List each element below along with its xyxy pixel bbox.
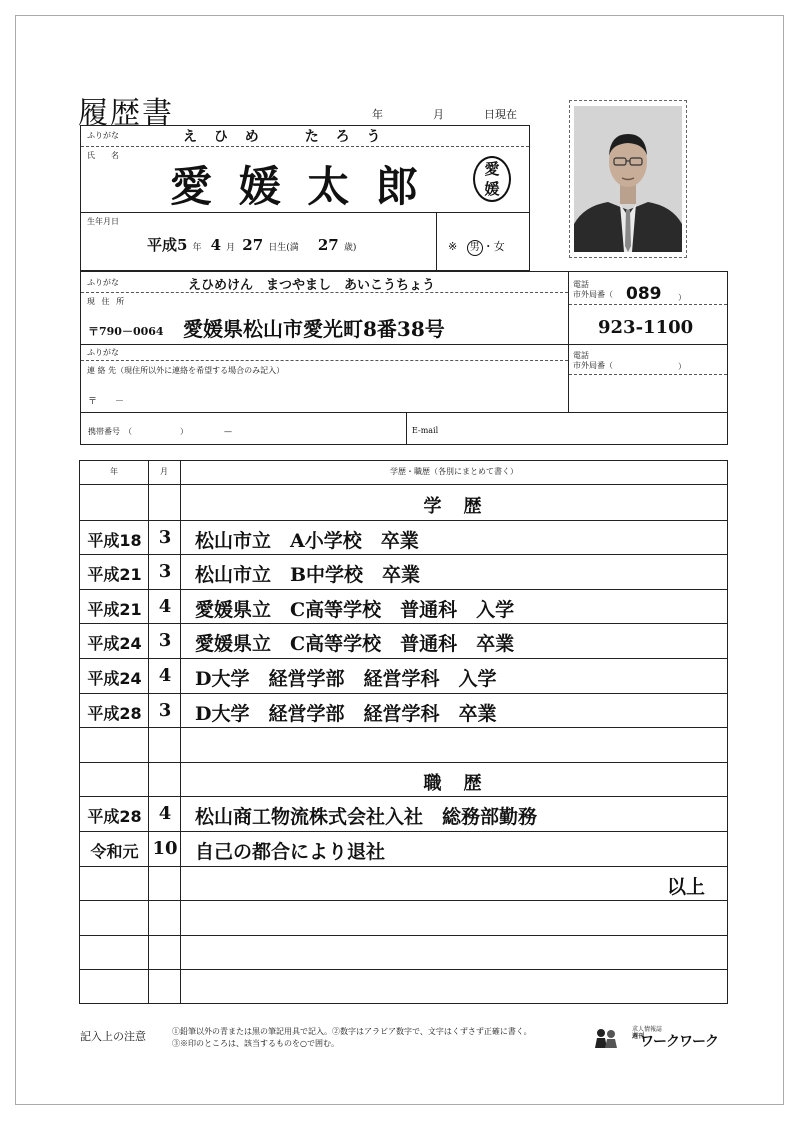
divider bbox=[81, 360, 568, 361]
birth-day: 27 bbox=[242, 236, 264, 254]
contact-furigana-label: ふりがな bbox=[87, 348, 119, 357]
contact-phone-label bbox=[573, 351, 613, 371]
address-furigana-label: ふりがな bbox=[87, 278, 119, 287]
note-line-1: ①鉛筆以外の青または黒の筆記用具で記入。②数字はアラビア数字で、文字はくずさず正確に書く。 bbox=[172, 1027, 532, 1036]
gender-female: ・女 bbox=[482, 240, 505, 253]
history-description: 自己の都合により退社 bbox=[195, 841, 386, 863]
col-month-header: 月 bbox=[160, 467, 168, 476]
history-section-heading: 学 歴 bbox=[423, 496, 484, 517]
address-phone-label bbox=[573, 280, 613, 300]
birth-date bbox=[147, 234, 356, 255]
divider bbox=[81, 146, 529, 147]
col-desc-header: 学歴・職歴（各別にまとめて書く） bbox=[390, 467, 518, 476]
age-suffix: 歳) bbox=[343, 243, 357, 253]
date-month-label: 月 bbox=[433, 108, 444, 121]
address-postal: 〒790－0064 bbox=[88, 325, 164, 338]
history-month: 3 bbox=[158, 699, 172, 721]
history-month: 3 bbox=[158, 526, 172, 548]
history-month: 10 bbox=[152, 838, 178, 859]
area-code: 089 bbox=[626, 284, 662, 304]
history-year: 平成21 bbox=[87, 599, 142, 619]
contact-postal: 〒 － bbox=[88, 397, 125, 407]
history-section-heading: 職 歴 bbox=[423, 772, 484, 794]
age-value: 27 bbox=[317, 236, 339, 254]
name-label: 氏 名 bbox=[87, 151, 123, 160]
notes bbox=[172, 1026, 532, 1050]
history-month: 4 bbox=[158, 595, 172, 617]
notes-label: 記入上の注意 bbox=[80, 1030, 146, 1043]
logo-small-line2: 週刊 bbox=[632, 1033, 645, 1040]
phone-label-line2: 市外局番（ bbox=[573, 290, 613, 299]
history-row bbox=[80, 969, 727, 1003]
history-row bbox=[80, 485, 727, 519]
history-row bbox=[80, 554, 727, 588]
contact-phone-label-line2: 市外局番（ bbox=[573, 361, 613, 370]
birth-month: 4 bbox=[210, 236, 222, 254]
history-row bbox=[80, 762, 727, 796]
name-seal bbox=[473, 156, 511, 202]
divider bbox=[81, 212, 529, 213]
history-row bbox=[80, 727, 727, 761]
person-silhouette-icon bbox=[574, 106, 682, 252]
history-description: D大学 経営学部 経営学科 卒業 bbox=[195, 702, 497, 725]
history-row bbox=[80, 935, 727, 969]
birth-tsuki: 月 bbox=[226, 243, 236, 253]
history-year: 平成24 bbox=[87, 634, 142, 654]
history-month: 3 bbox=[158, 630, 172, 652]
furigana-label: ふりがな bbox=[87, 131, 119, 140]
history-description: 松山商工物流株式会社入社 総務部勤務 bbox=[195, 806, 538, 829]
history-year: 平成21 bbox=[87, 565, 142, 585]
history-row bbox=[80, 796, 727, 830]
history-year: 平成28 bbox=[87, 807, 142, 827]
col-year-header: 年 bbox=[110, 467, 118, 476]
date-suffix-label: 日現在 bbox=[484, 108, 517, 121]
history-row bbox=[80, 520, 727, 554]
divider bbox=[406, 413, 407, 444]
history-description: 松山市立 B中学校 卒業 bbox=[195, 564, 421, 587]
history-month: 4 bbox=[158, 803, 172, 825]
applicant-name: 愛 媛 太 郎 bbox=[170, 162, 424, 211]
contact-area-close: ） bbox=[678, 362, 686, 371]
history-row bbox=[80, 831, 727, 865]
mascot-icon bbox=[594, 1026, 618, 1048]
email-label: E-mail bbox=[412, 426, 439, 435]
contact-phone-label-line1: 電話 bbox=[573, 351, 589, 360]
history-month: 4 bbox=[158, 665, 172, 686]
divider bbox=[436, 213, 437, 270]
gender-field bbox=[448, 238, 505, 256]
logo-small-line1: 求人情報誌 bbox=[632, 1026, 663, 1033]
mobile-label: 携帯番号 （ ） — bbox=[88, 427, 232, 436]
history-row bbox=[80, 693, 727, 727]
history-description: 松山市立 A小学校 卒業 bbox=[195, 529, 419, 552]
history-year: 令和元 bbox=[90, 842, 139, 861]
address-label: 現 住 所 bbox=[87, 297, 127, 306]
birth-label: 生年月日 bbox=[87, 217, 119, 226]
history-year: 平成28 bbox=[87, 703, 142, 723]
divider bbox=[569, 304, 727, 305]
divider bbox=[569, 374, 727, 375]
birth-era-year: 平成5 bbox=[147, 236, 188, 254]
history-row bbox=[80, 658, 727, 692]
phone-number: 923-1100 bbox=[598, 317, 694, 338]
date-year-label: 年 bbox=[372, 108, 383, 121]
document-title: 履歴書 bbox=[78, 96, 174, 131]
name-furigana: え ひ め た ろ う bbox=[183, 129, 387, 145]
contact-label: 連 絡 先（現住所以外に連絡を希望する場合のみ記入） bbox=[87, 366, 285, 375]
history-year: 平成18 bbox=[87, 530, 142, 550]
gender-male-circled: 男 bbox=[467, 240, 483, 256]
birth-nen: 年 bbox=[192, 243, 202, 253]
history-description: D大学 経営学部 経営学科 入学 bbox=[195, 668, 497, 690]
divider bbox=[568, 272, 569, 413]
divider bbox=[81, 292, 568, 293]
area-code-close: ） bbox=[678, 293, 686, 302]
history-row bbox=[80, 900, 727, 934]
history-month: 3 bbox=[158, 561, 172, 583]
applicant-photo bbox=[574, 106, 682, 252]
seal-bottom-char: 媛 bbox=[484, 180, 500, 198]
history-row bbox=[80, 866, 727, 900]
divider bbox=[81, 344, 727, 345]
gender-mark: ※ bbox=[448, 240, 458, 253]
birth-suffix: 日生(満 bbox=[268, 243, 299, 253]
history-row bbox=[80, 589, 727, 623]
history-row bbox=[80, 623, 727, 657]
history-description: 愛媛県立 C高等学校 普通科 入学 bbox=[195, 598, 515, 621]
work-work-logo bbox=[594, 1026, 728, 1048]
note-line-2: ③※印のところは、該当するものを○で囲む。 bbox=[172, 1039, 339, 1048]
history-end-mark: 以上 bbox=[666, 875, 705, 898]
logo-text: ワークワーク bbox=[640, 1034, 718, 1050]
address-value: 愛媛県松山市愛光町8番38号 bbox=[183, 317, 445, 341]
address-furigana: えひめけん まつやまし あいこうちょう bbox=[188, 278, 436, 293]
history-description: 愛媛県立 C高等学校 普通科 卒業 bbox=[195, 633, 515, 656]
divider bbox=[81, 412, 727, 413]
phone-label-line1: 電話 bbox=[573, 280, 589, 289]
seal-top-char: 愛 bbox=[484, 160, 500, 178]
history-year: 平成24 bbox=[87, 669, 142, 688]
